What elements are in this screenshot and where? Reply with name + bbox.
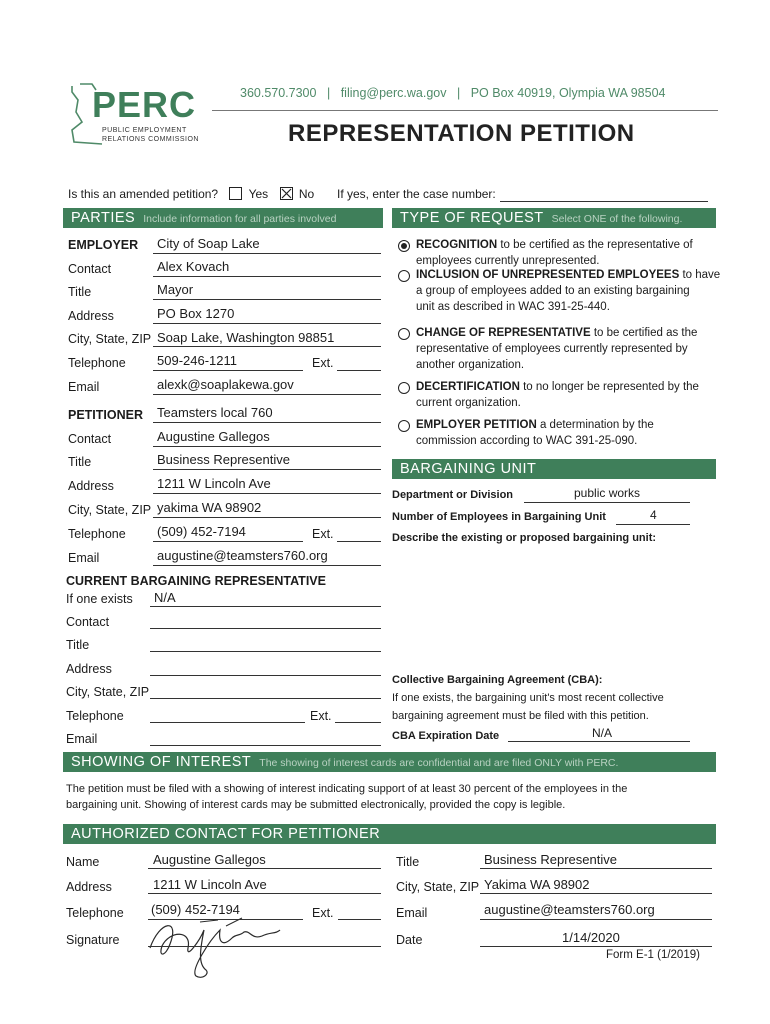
current-rep-ext-label: Ext.: [310, 709, 332, 723]
request-option-title: INCLUSION OF UNREPRESENTED EMPLOYEES: [416, 269, 680, 281]
parties-bar: [63, 208, 383, 228]
auth-name[interactable]: Augustine Gallegos: [153, 852, 266, 867]
petitioner-contact-label: Contact: [68, 432, 112, 446]
form-id: Form E-1 (1/2019): [606, 949, 700, 961]
unit-bar-title: BARGAINING UNIT: [400, 461, 537, 477]
petitioner-phone[interactable]: (509) 452-7194: [157, 524, 246, 539]
interest-bar-sub: The showing of interest cards are confidential and are filed ONLY with PERC.: [259, 757, 619, 769]
header-rule: [212, 110, 718, 111]
auth-name-label: Name: [66, 855, 100, 869]
employer-title[interactable]: Mayor: [157, 282, 194, 297]
petitioner-address[interactable]: 1211 W Lincoln Ave: [157, 476, 271, 491]
parties-bar-title: PARTIES: [71, 210, 136, 226]
logo-text: PERC: [92, 84, 197, 125]
current-rep-email-label: Email: [66, 732, 98, 746]
request-option-radio[interactable]: [398, 270, 410, 282]
auth-csz[interactable]: Yakima WA 98902: [484, 877, 590, 892]
auth-address[interactable]: 1211 W Lincoln Ave: [153, 877, 267, 892]
auth-csz-line: [480, 893, 712, 894]
header-address: PO Box 40919, Olympia WA 98504: [470, 86, 666, 100]
request-option-radio[interactable]: [398, 420, 410, 432]
num-employees-value[interactable]: 4: [650, 508, 657, 522]
auth-phone-label: Telephone: [66, 906, 124, 920]
current-rep-address-field[interactable]: [150, 675, 381, 676]
cba-exp-label: CBA Expiration Date: [392, 730, 500, 742]
current-rep-title-field[interactable]: [150, 651, 381, 652]
auth-title-line: [480, 868, 712, 869]
employer-title-line: [153, 299, 381, 300]
employer-csz-label: City, State, ZIP: [68, 332, 152, 346]
current-rep-contact-field[interactable]: [150, 628, 381, 629]
check-x-icon: [281, 188, 292, 199]
employer-contact-line: [153, 276, 381, 277]
logo-subtitle-2: RELATIONS COMMISSION: [102, 136, 199, 143]
current-rep-address-label: Address: [66, 662, 112, 676]
auth-ext-label: Ext.: [312, 906, 334, 920]
employer-email-line: [153, 394, 381, 395]
auth-date-line: [480, 946, 712, 947]
request-option-text: another organization.: [416, 359, 525, 371]
employer-contact[interactable]: Alex Kovach: [157, 259, 230, 274]
num-employees-label: Number of Employees in Bargaining Unit: [392, 511, 606, 523]
header-sep: |: [326, 86, 331, 100]
employer-address-label: Address: [68, 309, 114, 323]
current-rep-exists-label: If one exists: [66, 592, 133, 606]
petitioner-csz[interactable]: yakima WA 98902: [157, 500, 262, 515]
interest-bar: [63, 752, 716, 772]
current-rep-contact-label: Contact: [66, 615, 110, 629]
request-option-text: representative of employees currently represented by: [416, 343, 688, 355]
employer-name[interactable]: City of Soap Lake: [157, 236, 260, 251]
petitioner-title[interactable]: Business Representive: [157, 452, 290, 467]
request-option-text: to be certified as the representative of: [497, 239, 693, 251]
amended-no-checkbox[interactable]: [280, 187, 293, 200]
employer-phone-line: [153, 370, 303, 371]
auth-ext-field[interactable]: [338, 919, 381, 920]
petitioner-name[interactable]: Teamsters local 760: [157, 405, 273, 420]
petitioner-address-line: [153, 493, 381, 494]
petitioner-contact-line: [153, 446, 381, 447]
auth-email-line: [480, 919, 712, 920]
request-option-text: a group of employees added to an existing bargaining: [416, 285, 690, 297]
employer-ext-label: Ext.: [312, 356, 334, 370]
employer-email-label: Email: [68, 380, 100, 394]
request-option-text: unit as described in WAC 391-25-440.: [416, 301, 610, 313]
request-option-text: commission according to WAC 391-25-090.: [416, 435, 638, 447]
petitioner-title-line: [153, 469, 381, 470]
header-contact: [240, 86, 666, 100]
request-option-text: employees currently unrepresented.: [416, 255, 600, 267]
amended-no-label: No: [298, 187, 315, 201]
cba-exp-line: [508, 741, 690, 742]
employer-email[interactable]: alexk@soaplakewa.gov: [157, 377, 294, 392]
perc-logo: [62, 78, 212, 150]
describe-unit-field[interactable]: [392, 548, 712, 658]
request-bar-sub: Select ONE of the following.: [551, 213, 683, 225]
cba-line-1: If one exists, the bargaining unit's most recent collective: [392, 692, 664, 704]
request-option-radio[interactable]: [398, 328, 410, 340]
employer-contact-label: Contact: [68, 262, 112, 276]
request-option-text: to have: [679, 269, 721, 281]
case-number-field[interactable]: [500, 201, 708, 202]
request-option-text: a determination by the: [536, 419, 654, 431]
amended-question: Is this an amended petition?: [68, 187, 219, 201]
petitioner-title-label: Title: [68, 455, 92, 469]
request-option-text: to no longer be represented by the: [519, 381, 699, 393]
auth-date[interactable]: 1/14/2020: [562, 930, 620, 945]
petitioner-ext-field[interactable]: [337, 541, 381, 542]
cba-line-2: bargaining agreement must be filed with this petition.: [392, 710, 649, 722]
current-rep-csz-field[interactable]: [150, 698, 381, 699]
auth-csz-label: City, State, ZIP: [396, 880, 480, 894]
num-employees-line: [616, 524, 690, 525]
employer-ext-field[interactable]: [337, 370, 381, 371]
current-rep-csz-label: City, State, ZIP: [66, 685, 150, 699]
auth-email-label: Email: [396, 906, 428, 920]
auth-bar: [63, 824, 716, 844]
amended-yes-checkbox[interactable]: [229, 187, 242, 200]
petitioner-contact[interactable]: Augustine Gallegos: [157, 429, 270, 444]
auth-email[interactable]: augustine@teamsters760.org: [484, 902, 655, 917]
request-bar-title: TYPE OF REQUEST: [400, 210, 544, 226]
auth-signature-label: Signature: [66, 933, 120, 947]
current-rep-exists[interactable]: N/A: [154, 590, 176, 605]
petitioner-heading: PETITIONER: [68, 408, 144, 422]
employer-name-line: [153, 253, 381, 254]
header-email: filing@perc.wa.gov: [340, 86, 447, 100]
header-sep: |: [456, 86, 461, 100]
interest-text-1: The petition must be filed with a showing of interest indicating support of at least 30 percent of the employees in the: [66, 783, 628, 795]
auth-title-label: Title: [396, 855, 420, 869]
request-option-title: CHANGE OF REPRESENTATIVE: [416, 327, 591, 339]
petitioner-phone-label: Telephone: [68, 527, 126, 541]
request-option-radio[interactable]: [398, 382, 410, 394]
current-rep-exists-line: [150, 606, 381, 607]
describe-unit-label: Describe the existing or proposed bargaining unit:: [392, 532, 657, 544]
employer-heading: EMPLOYER: [68, 238, 139, 252]
petitioner-email-label: Email: [68, 551, 100, 565]
unit-bar: [392, 459, 716, 479]
employer-csz[interactable]: Soap Lake, Washington 98851: [157, 330, 335, 345]
amended-row: [68, 187, 314, 201]
employer-csz-line: [153, 346, 381, 347]
header-phone: 360.570.7300: [240, 86, 317, 100]
current-rep-phone-label: Telephone: [66, 709, 124, 723]
request-option-title: DECERTIFICATION: [416, 381, 520, 393]
employer-phone[interactable]: 509-246-1211: [157, 353, 237, 368]
auth-signature-line[interactable]: [148, 946, 381, 947]
current-rep-ext-field[interactable]: [335, 722, 381, 723]
employer-phone-label: Telephone: [68, 356, 126, 370]
auth-bar-title: AUTHORIZED CONTACT FOR PETITIONER: [71, 826, 381, 842]
parties-bar-sub: Include information for all parties involved: [143, 213, 337, 225]
interest-bar-title: SHOWING OF INTEREST: [71, 754, 252, 770]
petitioner-phone-line: [153, 541, 303, 542]
dept-line: [524, 502, 690, 503]
current-rep-title-label: Title: [66, 638, 90, 652]
petitioner-csz-line: [153, 517, 381, 518]
cba-exp-value[interactable]: N/A: [592, 726, 613, 740]
current-rep-heading: CURRENT BARGAINING REPRESENTATIVE: [66, 574, 326, 588]
petitioner-csz-label: City, State, ZIP: [68, 503, 152, 517]
cba-title: Collective Bargaining Agreement (CBA):: [392, 674, 603, 686]
petitioner-email[interactable]: augustine@teamsters760.org: [157, 548, 328, 563]
employer-address[interactable]: PO Box 1270: [157, 306, 235, 321]
request-option-radio[interactable]: [398, 240, 410, 252]
auth-address-line: [148, 893, 381, 894]
employer-title-label: Title: [68, 285, 92, 299]
amended-yes-label: Yes: [248, 187, 269, 201]
auth-date-label: Date: [396, 933, 423, 947]
request-option-title: RECOGNITION: [416, 239, 498, 251]
employer-address-line: [153, 323, 381, 324]
request-option-title: EMPLOYER PETITION: [416, 419, 537, 431]
dept-value[interactable]: public works: [574, 486, 641, 500]
auth-name-line: [148, 868, 381, 869]
page-title: REPRESENTATION PETITION: [288, 120, 635, 147]
auth-title[interactable]: Business Representive: [484, 852, 617, 867]
petitioner-name-line: [153, 422, 381, 423]
petitioner-email-line: [153, 565, 381, 566]
interest-text-2: bargaining unit. Showing of interest cards may be submitted electronically, provided the copy is legible.: [66, 799, 566, 811]
current-rep-email-field[interactable]: [150, 745, 381, 746]
request-option-text: to be certified as the: [590, 327, 698, 339]
auth-address-label: Address: [66, 880, 112, 894]
handwritten-signature-icon: [140, 900, 290, 980]
signature-image: [140, 900, 290, 980]
dept-label: Department or Division: [392, 489, 514, 501]
request-option-text: current organization.: [416, 397, 521, 409]
request-bar: [392, 208, 716, 228]
petitioner-ext-label: Ext.: [312, 527, 334, 541]
current-rep-phone-field[interactable]: [150, 722, 305, 723]
auth-phone[interactable]: (509) 452-7194: [151, 902, 240, 917]
logo-subtitle-1: PUBLIC EMPLOYMENT: [102, 127, 187, 134]
petitioner-address-label: Address: [68, 479, 114, 493]
case-number-label: If yes, enter the case number:: [337, 187, 496, 201]
